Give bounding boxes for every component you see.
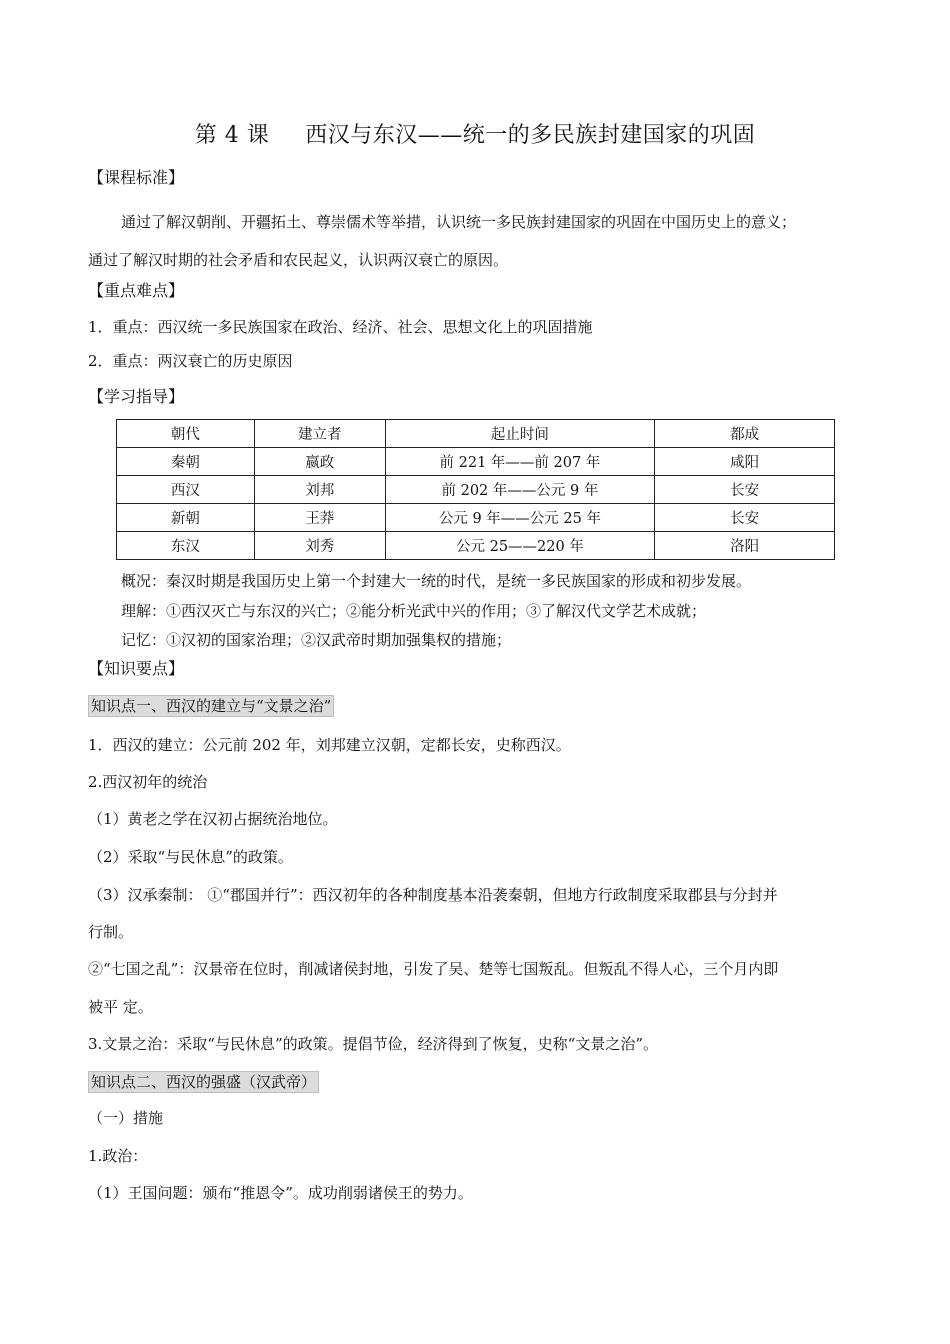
table-cell: 公元 9 年——公元 25 年 [385, 504, 655, 532]
table-row [117, 532, 835, 560]
table-cell: 公元 25——220 年 [385, 532, 655, 560]
table-cell: 前 202 年——公元 9 年 [385, 476, 655, 504]
table-header-cell: 都成 [655, 420, 835, 448]
table-cell: 洛阳 [655, 532, 835, 560]
table-cell: 秦朝 [117, 448, 255, 476]
kp1-line: 3.文景之治：采取“与民休息”的政策。提倡节俭，经济得到了恢复，史称“文景之治”。 [88, 1035, 658, 1053]
kp1-heading-text: 知识点一、西汉的建立与“文景之治” [88, 695, 334, 717]
table-header-cell: 起止时间 [385, 420, 655, 448]
kp1-line: 被平 定。 [88, 998, 153, 1016]
table-cell: 王莽 [254, 504, 385, 532]
kp2-heading-text: 知识点二、西汉的强盛（汉武帝） [88, 1071, 319, 1093]
kp1-line: ②“七国之乱”：汉景帝在位时，削减诸侯封地，引发了吴、楚等七国叛乱。但叛乱不得人心，三个月内即 [88, 960, 779, 978]
dynasty-table [116, 419, 835, 560]
kp1-line: 1．西汉的建立：公元前 202 年，刘邦建立汉朝，定都长安，史称西汉。 [88, 736, 571, 754]
table-cell: 前 221 年——前 207 年 [385, 448, 655, 476]
table-row [117, 504, 835, 532]
table-header-row [117, 420, 835, 448]
standard-text-2: 通过了解汉时期的社会矛盾和农民起义，认识两汉衰亡的原因。 [88, 251, 509, 269]
kp1-line: （3）汉承秦制： ①“郡国并行”：西汉初年的各种制度基本沿袭秦朝，但地方行政制度采取郡县与分封并 [88, 886, 778, 904]
guide-note-understand: 理解：①西汉灭亡与东汉的兴亡；②能分析光武中兴的作用；③了解汉代文学艺术成就； [121, 602, 707, 620]
section-knowledge: 【知识要点】 [88, 659, 185, 678]
table-cell: 东汉 [117, 532, 255, 560]
kp1-line: 2.西汉初年的统治 [88, 773, 208, 791]
kp2-line: （一）措施 [88, 1109, 164, 1127]
kp1-line: （2）采取“与民休息”的政策。 [88, 848, 293, 866]
table-header-cell: 建立者 [254, 420, 385, 448]
table-header-cell: 朝代 [117, 420, 255, 448]
table-row [117, 448, 835, 476]
kp1-heading [88, 695, 334, 716]
table-cell: 刘邦 [254, 476, 385, 504]
page-title [0, 118, 950, 149]
section-keypoints: 【重点难点】 [88, 281, 185, 300]
table-cell: 刘秀 [254, 532, 385, 560]
table-cell: 西汉 [117, 476, 255, 504]
standard-text-1: 通过了解汉朝削、开疆拓土、尊崇儒术等举措，认识统一多民族封建国家的巩固在中国历史上的意义； [121, 213, 797, 231]
keypoint-2: 2．重点：两汉衰亡的历史原因 [88, 352, 293, 370]
lesson-name: 西汉与东汉——统一的多民族封建国家的巩固 [305, 123, 756, 148]
table-cell: 长安 [655, 476, 835, 504]
kp2-heading [88, 1071, 319, 1092]
guide-note-overview: 概况：秦汉时期是我国历史上第一个封建大一统的时代，是统一多民族国家的形成和初步发展。 [121, 572, 752, 590]
kp1-line: 行制。 [88, 923, 134, 941]
kp1-line: （1）黄老之学在汉初占据统治地位。 [88, 810, 338, 828]
kp2-line: （1）王国问题：颁布“推恩令”。成功削弱诸侯王的势力。 [88, 1184, 473, 1202]
section-guide: 【学习指导】 [88, 387, 185, 406]
keypoint-1: 1．重点：西汉统一多民族国家在政治、经济、社会、思想文化上的巩固措施 [88, 318, 593, 336]
guide-note-memorize: 记忆：①汉初的国家治理；②汉武帝时期加强集权的措施； [121, 631, 512, 649]
lesson-number: 第 4 课 [194, 123, 270, 148]
table-cell: 新朝 [117, 504, 255, 532]
kp2-line: 1.政治： [88, 1147, 148, 1165]
table-row [117, 476, 835, 504]
table-cell: 咸阳 [655, 448, 835, 476]
table-cell: 嬴政 [254, 448, 385, 476]
table-cell: 长安 [655, 504, 835, 532]
section-standard: 【课程标准】 [88, 168, 185, 187]
